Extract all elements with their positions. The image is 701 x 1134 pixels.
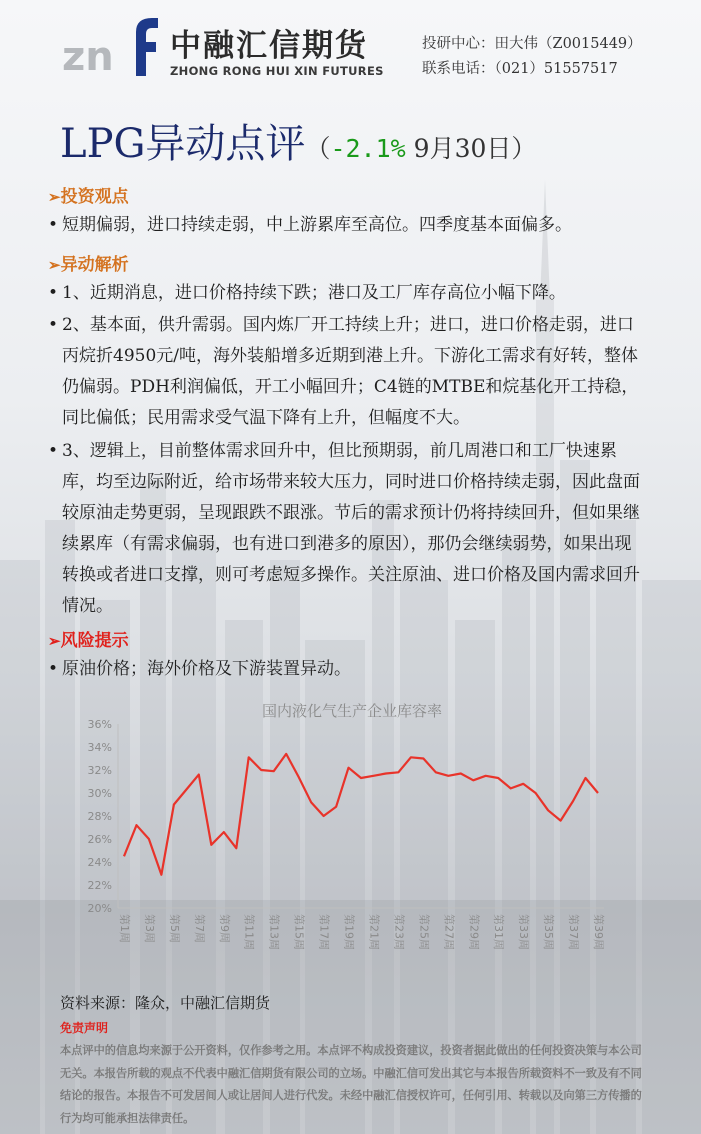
header (0, 0, 701, 100)
x-tick-label: 第33周 (517, 914, 531, 950)
x-tick-label: 第39周 (592, 914, 605, 950)
x-tick-label: 第29周 (467, 914, 481, 950)
company-logo (62, 12, 382, 82)
phone-contact: 联系电话：（021）51557517 (422, 61, 618, 77)
section-heading-analysis (48, 250, 129, 275)
x-tick-label: 第11周 (242, 914, 256, 950)
x-tick-label: 第31周 (492, 914, 506, 950)
disclaimer-text: 本点评中的信息均来源于公开资料，仅作参考之用。本点评不构成投资建议，投资者据此做出的任何投资决策与本公司无关。本报告所载的观点不代表中融汇信期货有限公司的立场。中融汇信可发出其它与本报告所载资料不一致及有不同结论的报告。本报告不可发居间人或让居间人进行代发。未经中融汇信授权许可，任何引用、转载以及向第三方传播的行为均可能承担法律责任。 (60, 1044, 642, 1125)
x-tick-label: 第13周 (267, 914, 281, 950)
data-source: 资料来源：隆众，中融汇信期货 (60, 994, 271, 1012)
x-tick-label: 第9周 (217, 914, 231, 943)
chart-title: 国内液化气生产企业库容率 (261, 702, 443, 720)
y-tick-label: 24% (87, 856, 112, 869)
logo-chinese-name: 中融汇信期货 (170, 28, 368, 64)
x-tick-label: 第19周 (342, 914, 356, 950)
x-tick-label: 第23周 (392, 914, 406, 950)
arrow-icon: ➢ (48, 256, 61, 274)
y-tick-label: 28% (87, 810, 112, 823)
y-tick-label: 22% (87, 879, 112, 892)
y-axis (88, 718, 118, 915)
svg-text:zn: zn (62, 34, 114, 78)
series-layer (124, 754, 598, 875)
section-heading-risk (48, 626, 129, 651)
x-tick-label: 第17周 (317, 914, 331, 950)
x-tick-label: 第5周 (167, 914, 181, 943)
bullet-text: 原油价格；海外价格及下游装置异动。 (62, 659, 351, 679)
heading-text: 风险提示 (60, 631, 129, 651)
znf-logo-mark (62, 12, 158, 78)
bullet-analysis-2 (48, 310, 648, 434)
x-tick-label: 第15周 (292, 914, 306, 950)
bullet-analysis-1 (48, 278, 648, 309)
y-tick-label: 36% (87, 718, 112, 731)
bullet-dot-icon: • (48, 283, 59, 303)
title-date: 9月30日） (405, 134, 537, 163)
logo-english-name: ZHONG RONG HUI XIN FUTURES (170, 64, 384, 78)
x-tick-label: 第21周 (367, 914, 381, 950)
x-tick-label: 第25周 (417, 914, 431, 950)
inventory-ratio-chart (64, 692, 624, 972)
arrow-icon: ➢ (48, 632, 61, 650)
x-tick-label: 第35周 (542, 914, 556, 950)
disclaimer-title: 免责声明 (60, 1021, 109, 1035)
bullet-text: 1、近期消息，进口价格持续下跌；港口及工厂库存高位小幅下降。 (62, 283, 566, 303)
bullet-risk (48, 654, 648, 685)
bullet-text: 2、基本面，供升需弱。国内炼厂开工持续上升；进口，进口价格走弱，进口丙烷折4950元/吨，海外装船增多近期到港上升。下游化工需求有好转，整体仍偏弱。PDH利润偏低，开工小幅回升；C4链的MTBE和烷基化开工持稳，同比偏低；民用需求受气温下降有上升，但幅度不大。 (62, 315, 639, 428)
bullet-dot-icon: • (48, 215, 59, 235)
x-tick-label: 第27周 (442, 914, 456, 950)
bullet-dot-icon: • (48, 441, 59, 461)
x-tick-label: 第7周 (192, 914, 206, 943)
x-tick-label: 第1周 (118, 914, 131, 943)
report-title (60, 112, 536, 169)
bullet-view (48, 210, 648, 241)
series-line (124, 754, 598, 875)
y-tick-label: 30% (87, 787, 112, 800)
y-tick-label: 26% (87, 833, 112, 846)
y-tick-label: 32% (87, 764, 112, 777)
title-main: LPG异动点评 (60, 121, 306, 167)
bullet-dot-icon: • (48, 659, 59, 679)
x-tick-label: 第37周 (567, 914, 581, 950)
bullet-analysis-3 (48, 436, 648, 622)
x-tick-label: 第3周 (142, 914, 156, 943)
title-paren-open: （ (305, 134, 331, 163)
section-heading-view (48, 182, 129, 207)
price-change: -2.1% (330, 134, 406, 163)
y-tick-label: 34% (87, 741, 112, 754)
arrow-icon: ➢ (48, 188, 61, 206)
heading-text: 投资观点 (60, 187, 129, 207)
y-tick-label: 20% (87, 902, 112, 915)
contact-info (422, 32, 642, 82)
research-center-contact: 投研中心：田大伟（Z0015449） (422, 36, 642, 52)
heading-text: 异动解析 (60, 255, 129, 275)
bullet-text: 3、逻辑上，目前整体需求回升中，但比预期弱，前几周港口和工厂快速累库，均至边际附近，给市场带来较大压力，同时进口价格持续走弱，因此盘面较原油走势更弱，呈现跟跌不跟涨。节后的需求预计仍将持续回升，但如果继续累库（有需求偏弱，也有进口到港多的原因），那仍会继续弱势，如果出现转换或者进口支撑，则可考虑短多操作。关注原油、进口价格及国内需求回升情况。 (62, 441, 640, 616)
bullet-dot-icon: • (48, 315, 59, 335)
bullet-text: 短期偏弱，进口持续走弱，中上游累库至高位。四季度基本面偏多。 (62, 215, 572, 235)
x-axis (118, 908, 605, 950)
